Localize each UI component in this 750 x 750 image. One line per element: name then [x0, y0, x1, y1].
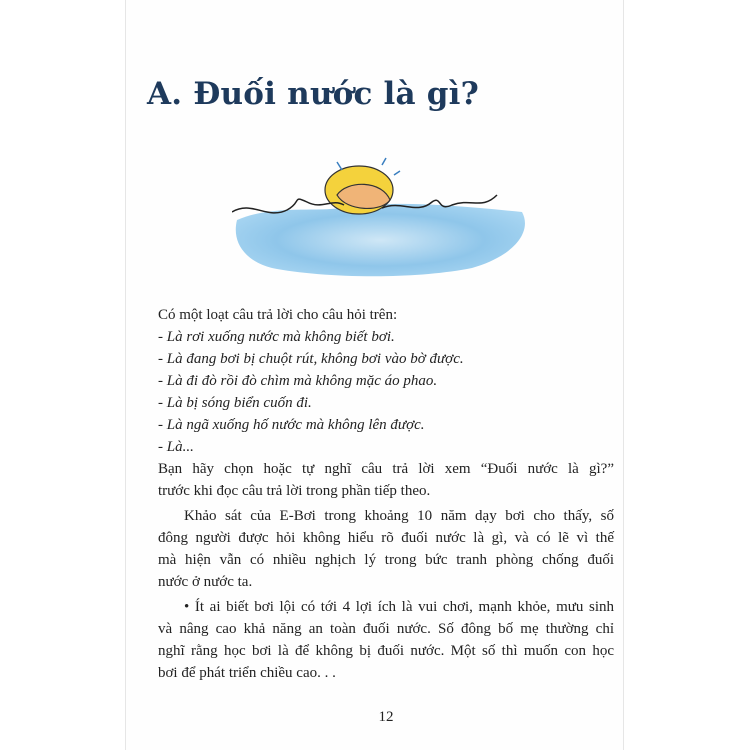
paragraph-line: • Ít ai biết bơi lội có tới 4 lợi ích là vui chơi, mạnh khỏe, mưu sinh: [184, 599, 614, 615]
paragraph-line: Khảo sát của E-Bơi trong khoảng 10 năm dạy bơi cho thấy, số: [184, 508, 614, 524]
paragraph: [158, 505, 614, 593]
answer-item: - Là rơi xuống nước mà không biết bơi.: [158, 329, 395, 345]
paragraph: [158, 458, 614, 502]
answer-item: - Là đi đò rồi đò chìm mà không mặc áo phao.: [158, 373, 438, 389]
section-title: A. Đuối nước là gì?: [147, 76, 480, 112]
answer-item: - Là bị sóng biển cuốn đi.: [158, 395, 312, 411]
answer-item: - Là đang bơi bị chuột rút, không bơi vào bờ được.: [158, 351, 464, 367]
paragraph-line: nghĩ rằng học bơi là để không bị đuối nước. Một số thì muốn con học: [158, 643, 614, 659]
paragraph: [158, 596, 614, 684]
paragraph-line: mà hiện vẫn có nhiều nghịch lý trong bức tranh phòng chống đuối: [158, 552, 614, 568]
answer-item: - Là...: [158, 439, 194, 455]
drowning-illustration: [232, 150, 532, 280]
paragraph-line: bơi để phát triển chiều cao. . .: [158, 665, 336, 681]
paragraph-line: trước khi đọc câu trả lời trong phần tiếp theo.: [158, 483, 431, 499]
paragraph-line: Bạn hãy chọn hoặc tự nghĩ câu trả lời xem “Đuối nước là gì?”: [158, 461, 614, 477]
answer-item: - Là ngã xuống hố nước mà không lên được.: [158, 417, 425, 433]
page-number: 12: [378, 709, 394, 725]
paragraph-line: nước ở nước ta.: [158, 574, 253, 590]
intro-line: Có một loạt câu trả lời cho câu hỏi trên:: [158, 307, 398, 323]
paragraph-line: và nâng cao khả năng an toàn đuối nước. Số đông bố mẹ thường chỉ: [158, 621, 614, 637]
paragraph-line: đông người được hỏi không hiểu rõ đuối nước là gì, và có lẽ vì thế: [158, 530, 614, 546]
body-text: [158, 304, 614, 728]
